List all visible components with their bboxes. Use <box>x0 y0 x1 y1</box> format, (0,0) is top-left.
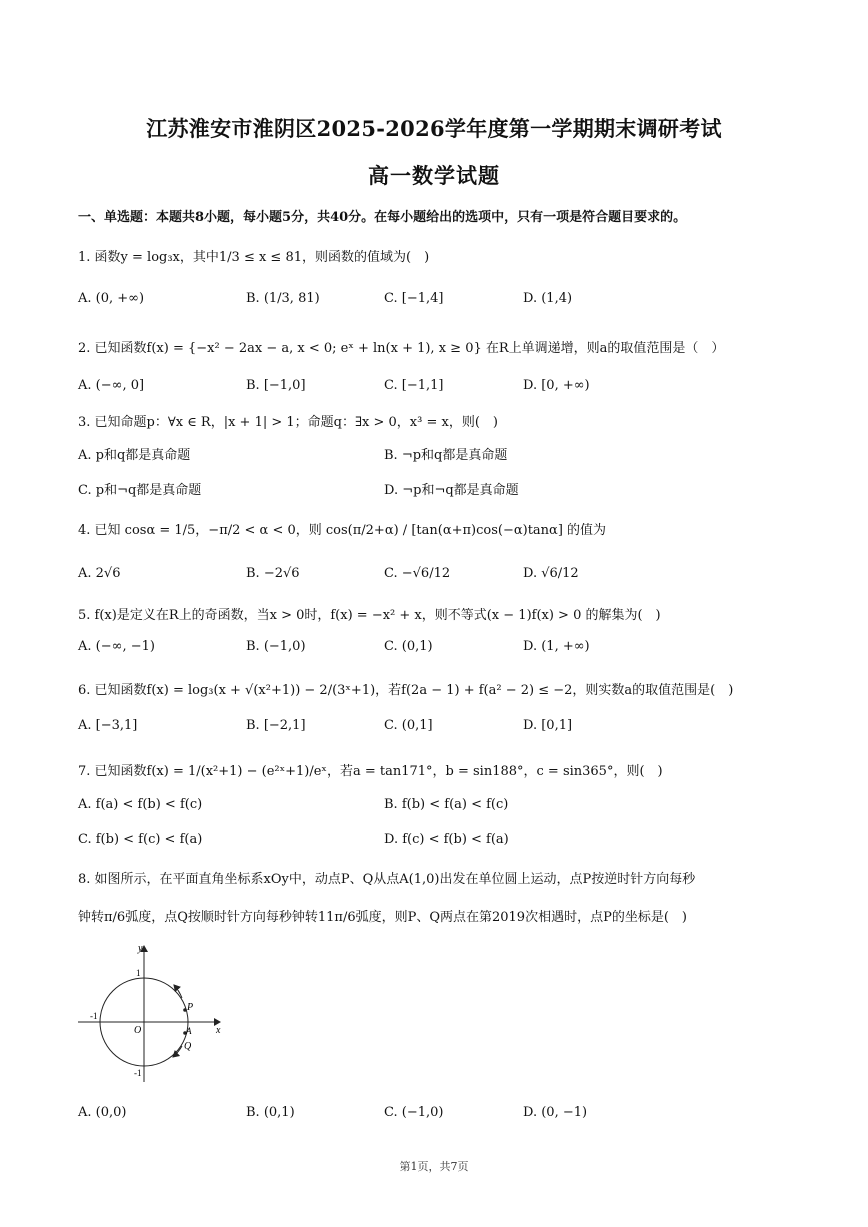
question-8-stem: 8. 如图所示，在平面直角坐标系xOy中，动点P、Q从点A(1,0)出发在单位圆上运动，点P按逆时针方向每秒 <box>78 872 696 887</box>
label-p: P <box>187 1002 194 1013</box>
q6-option-a: A. [−3,1] <box>78 718 138 733</box>
q8-option-a: A. (0,0) <box>78 1105 127 1120</box>
q8-option-d: D. (0, −1) <box>523 1105 588 1120</box>
label-origin: O <box>134 1025 142 1036</box>
q5-option-d: D. (1, +∞) <box>523 639 590 654</box>
q4-option-b: B. −2√6 <box>246 566 300 581</box>
question-7-stem: 7. 已知函数f(x) = 1/(x²+1) − (e²ˣ+1)/eˣ，若a = tan171°，b = sin188°，c = sin365°，则( ) <box>78 764 663 779</box>
q4-option-c: C. −√6/12 <box>384 566 451 581</box>
q1-option-c: C. [−1,4] <box>384 291 444 306</box>
question-1-stem: 1. 函数y = log₃x，其中1/3 ≤ x ≤ 81，则函数的值域为( ) <box>78 250 430 265</box>
q4-option-a: A. 2√6 <box>78 566 121 581</box>
label-neg-one-left: -1 <box>90 1011 98 1021</box>
q6-option-d: D. [0,1] <box>523 718 573 733</box>
unit-circle-figure <box>76 940 226 1090</box>
label-y: y <box>138 943 143 954</box>
question-8-stem-continued: 钟转π/6弧度，点Q按顺时针方向每秒钟转11π/6弧度，则P、Q两点在第2019次相遇时，点P的坐标是( ) <box>78 910 687 925</box>
q7-option-c: C. f(b) < f(c) < f(a) <box>78 832 203 847</box>
q-direction-arrow <box>173 1046 182 1057</box>
question-2-stem: 2. 已知函数f(x) = {−x² − 2ax − a, x < 0; eˣ + ln(x + 1), x ≥ 0} 在R上单调递增，则a的取值范围是（ ） <box>78 341 725 356</box>
q1-option-b: B. (1/3, 81) <box>246 291 320 306</box>
q1-option-a: A. (0, +∞) <box>78 291 145 306</box>
q5-option-b: B. (−1,0) <box>246 639 306 654</box>
q7-option-d: D. f(c) < f(b) < f(a) <box>384 832 509 847</box>
label-q: Q <box>184 1041 192 1052</box>
q1-option-d: D. (1,4) <box>523 291 573 306</box>
q2-option-c: C. [−1,1] <box>384 378 444 393</box>
exam-subtitle: 高一数学试题 <box>368 163 500 188</box>
q4-option-d: D. √6/12 <box>523 566 579 581</box>
page-footer: 第1页，共7页 <box>399 1160 469 1173</box>
question-3-stem: 3. 已知命题p：∀x ∈ R，|x + 1| > 1；命题q：∃x > 0，x³ = x，则( ) <box>78 415 498 430</box>
q7-option-b: B. f(b) < f(a) < f(c) <box>384 797 509 812</box>
label-a: A <box>186 1026 192 1036</box>
label-x: x <box>216 1025 221 1036</box>
q8-option-b: B. (0,1) <box>246 1105 295 1120</box>
q3-option-a: A. p和q都是真命题 <box>78 448 191 463</box>
q3-option-b: B. ¬p和q都是真命题 <box>384 448 508 463</box>
q7-option-a: A. f(a) < f(b) < f(c) <box>78 797 203 812</box>
label-one-top: 1 <box>136 968 141 978</box>
q6-option-c: C. (0,1] <box>384 718 433 733</box>
q6-option-b: B. [−2,1] <box>246 718 306 733</box>
q3-option-c: C. p和¬q都是真命题 <box>78 483 202 498</box>
q2-option-b: B. [−1,0] <box>246 378 306 393</box>
label-neg-one-bottom: -1 <box>134 1068 142 1078</box>
q5-option-c: C. (0,1) <box>384 639 433 654</box>
section-heading: 一、单选题：本题共8小题，每小题5分，共40分。在每小题给出的选项中，只有一项是符合题目要求的。 <box>78 210 687 225</box>
q8-option-c: C. (−1,0) <box>384 1105 444 1120</box>
q5-option-a: A. (−∞, −1) <box>78 639 155 654</box>
question-4-stem: 4. 已知 cosα = 1/5，−π/2 < α < 0，则 cos(π/2+α) / [tan(α+π)cos(−α)tanα] 的值为 <box>78 523 607 538</box>
exam-title: 江苏淮安市淮阴区2025-2026学年度第一学期期末调研考试 <box>146 116 722 141</box>
q2-option-d: D. [0, +∞) <box>523 378 590 393</box>
q2-option-a: A. (−∞, 0] <box>78 378 145 393</box>
q3-option-d: D. ¬p和¬q都是真命题 <box>384 483 519 498</box>
question-6-stem: 6. 已知函数f(x) = log₃(x + √(x²+1)) − 2/(3ˣ+1)，若f(2a − 1) + f(a² − 2) ≤ −2，则实数a的取值范围是( ) <box>78 683 734 698</box>
question-5-stem: 5. f(x)是定义在R上的奇函数，当x > 0时，f(x) = −x² + x，则不等式(x − 1)f(x) > 0 的解集为( ) <box>78 608 661 623</box>
